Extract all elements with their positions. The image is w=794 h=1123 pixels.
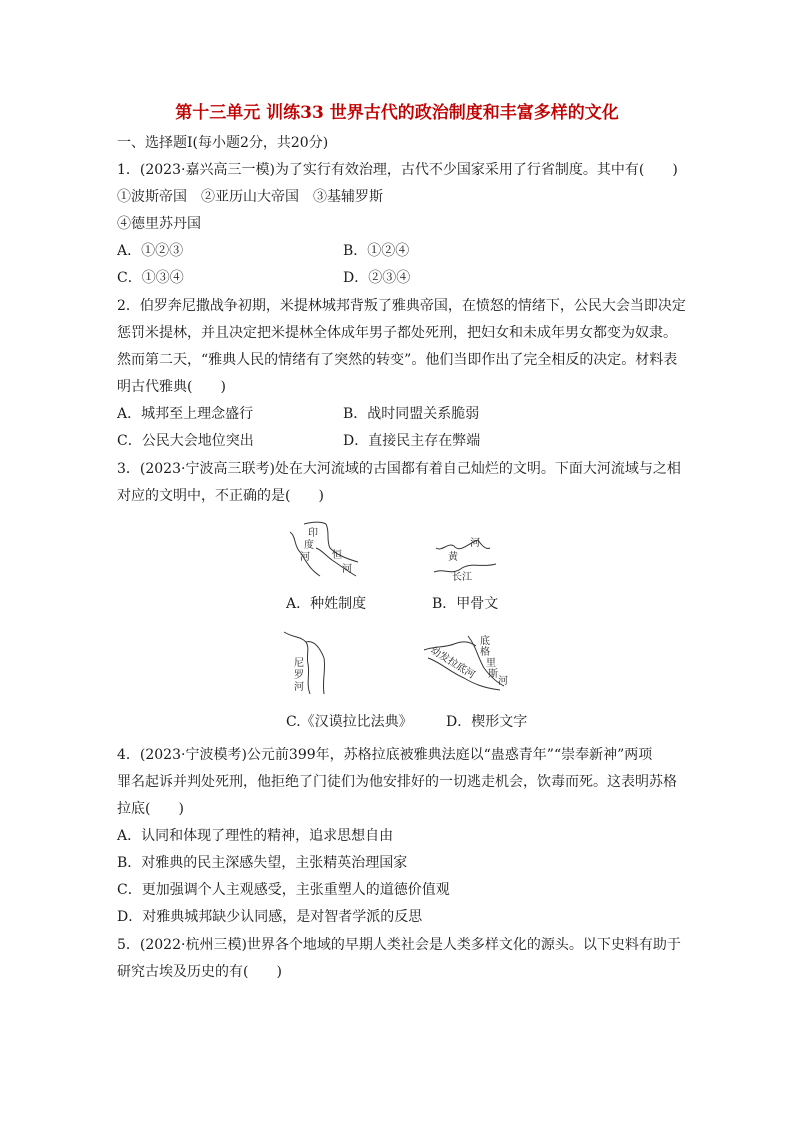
- map-d-label-6: 幼发拉底河: [428, 645, 477, 682]
- q3-option-a[interactable]: A．种姓制度: [286, 596, 367, 612]
- q4-option-c[interactable]: C．更加强调个人主观感受，主张重塑人的道德价值观: [117, 882, 450, 898]
- q2-line3: 然而第二天，“雅典人民的情绪有了突然的转变”。他们当即作出了完全相反的决定。材料表: [117, 352, 678, 368]
- q2-line2: 惩罚米提林，并且决定把米提林全体成年男子都处死刑，把妇女和未成年男女都变为奴隶。: [117, 325, 677, 341]
- map-d-label-5: 河: [498, 676, 508, 687]
- q4-line2: 罪名起诉并判处死刑，他拒绝了门徒们为他安排好的一切逃走机会，饮毒而死。这表明苏格: [117, 774, 677, 790]
- q2-option-b[interactable]: B．战时同盟关系脆弱: [343, 406, 480, 422]
- map-a-label-3: 河: [300, 552, 310, 563]
- map-nile: [280, 626, 344, 696]
- q2-option-c[interactable]: C．公民大会地位突出: [117, 433, 254, 449]
- q4-line3: 拉底( ): [117, 801, 184, 817]
- q2-line4: 明古代雅典( ): [117, 379, 226, 395]
- map-indus-ganges: [286, 518, 366, 584]
- map-a-label-5: 河: [342, 564, 352, 575]
- map-d-label-4: 斯: [488, 669, 498, 680]
- map-c-label-3: 河: [294, 682, 304, 693]
- map-b-label-3: 长江: [452, 572, 472, 582]
- q2-option-d[interactable]: D．直接民主存在弊端: [343, 433, 481, 449]
- q1-option-d[interactable]: D．②③④: [343, 270, 411, 286]
- map-b-label-1: 黄: [448, 552, 458, 563]
- q4-option-b[interactable]: B．对雅典的民主深感失望，主张精英治理国家: [117, 855, 408, 871]
- q5-line2: 研究古埃及历史的有( ): [117, 964, 282, 980]
- q2-option-a[interactable]: A．城邦至上理念盛行: [117, 406, 254, 422]
- map-tigris-euphrates: [420, 632, 510, 696]
- map-a-label-4: 恒: [332, 550, 342, 561]
- q4-option-d[interactable]: D．对雅典城邦缺少认同感，是对智者学派的反思: [117, 909, 423, 925]
- q3-option-b[interactable]: B．甲骨文: [432, 596, 499, 612]
- section-heading: 一、选择题Ⅰ(每小题2分，共20分): [117, 135, 329, 151]
- map-b-label-2: 河: [470, 538, 480, 549]
- q3-line2: 对应的文明中，不正确的是( ): [117, 488, 324, 504]
- map-d-label-2: 格: [480, 647, 490, 658]
- map-d-label-3: 里: [486, 658, 496, 669]
- q2-line1: 2．伯罗奔尼撒战争初期，米提林城邦背叛了雅典帝国，在愤怒的情绪下，公民大会当即决定: [117, 298, 686, 314]
- q1-items-line1: ①波斯帝国 ②亚历山大帝国 ③基辅罗斯: [117, 189, 383, 205]
- map-c-label-2: 罗: [294, 670, 304, 681]
- q1-items-line2: ④德里苏丹国: [117, 216, 201, 232]
- q1-option-b[interactable]: B．①②④: [343, 243, 410, 259]
- map-a-label-1: 印: [308, 528, 318, 539]
- q3-option-d[interactable]: D．楔形文字: [446, 714, 528, 730]
- q1-option-a[interactable]: A．①②③: [117, 243, 184, 259]
- q3-option-c[interactable]: C.《汉谟拉比法典》: [286, 714, 413, 730]
- q4-line1: 4．(2023·宁波模考)公元前399年，苏格拉底被雅典法庭以“蛊惑青年”“崇奉新神”两项: [117, 747, 653, 763]
- q4-option-a[interactable]: A．认同和体现了理性的精神，追求思想自由: [117, 828, 394, 844]
- map-yellow-yangtze: [430, 532, 500, 582]
- q3-line1: 3．(2023·宁波高三联考)处在大河流域的古国都有着自己灿烂的文明。下面大河流域与之相: [117, 461, 681, 477]
- map-a-label-2: 度: [304, 540, 314, 551]
- map-c-label-1: 尼: [294, 658, 304, 669]
- q5-line1: 5．(2022·杭州三模)世界各个地域的早期人类社会是人类多样文化的源头。以下史料有助于: [117, 937, 681, 953]
- q1-option-c[interactable]: C．①③④: [117, 270, 184, 286]
- page-title: 第十三单元 训练33 世界古代的政治制度和丰富多样的文化: [175, 103, 619, 123]
- q1-stem: 1．(2023·嘉兴高三一模)为了实行有效治理，古代不少国家采用了行省制度。其中有( ): [117, 162, 678, 178]
- map-d-label-1: 底: [480, 636, 490, 647]
